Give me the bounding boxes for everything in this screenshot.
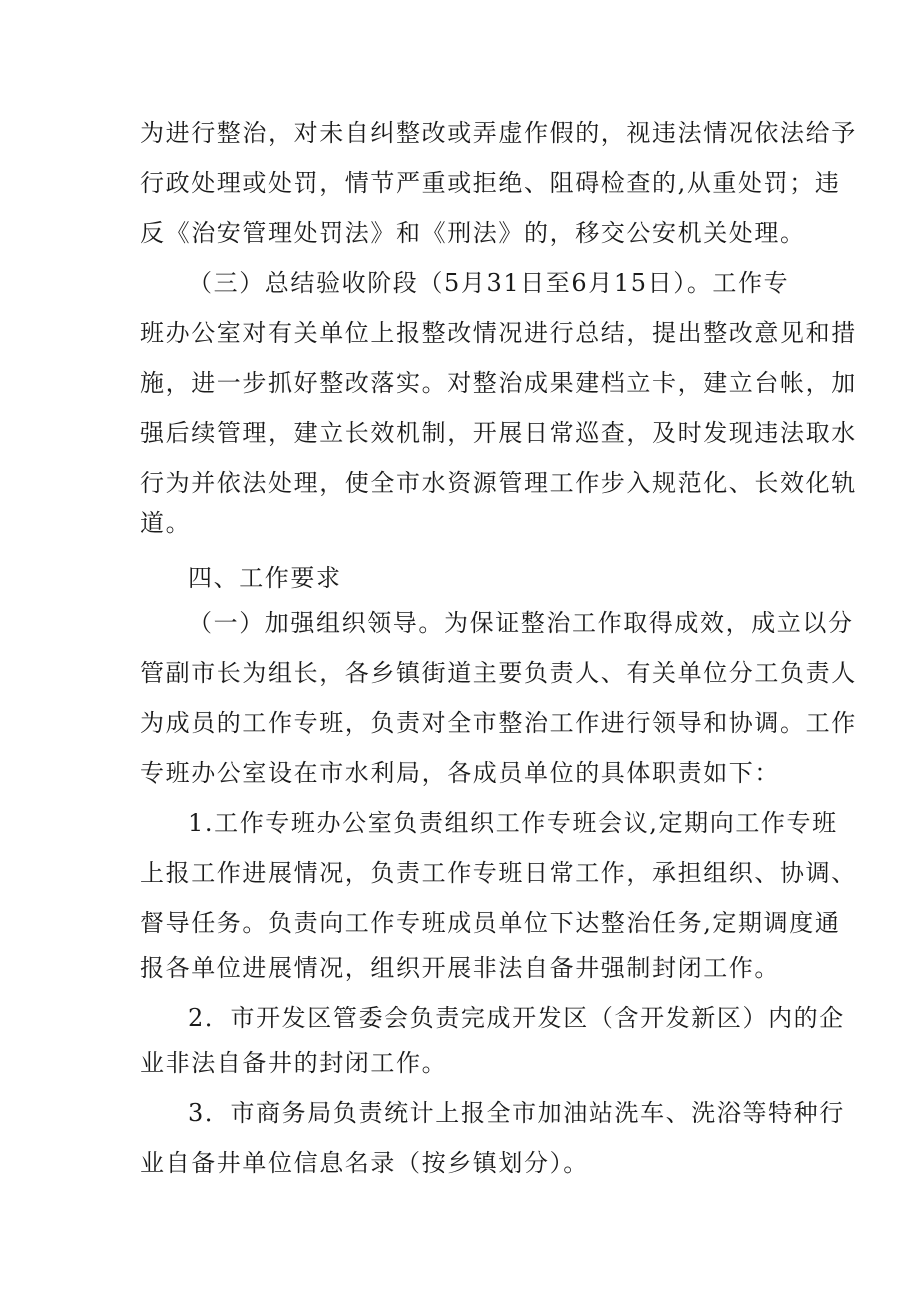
paragraph-line: 反《治安管理处罚法》和《刑法》的，移交公安机关处理。 [140, 219, 806, 247]
list-item-1: 1.工作专班办公室负责组织工作专班会议,定期向工作专班 [188, 809, 838, 837]
paragraph-line: 督导任务。负责向工作专班成员单位下达整治任务,定期调度通 [140, 909, 841, 937]
section-heading-work-requirements: 四、工作要求 [188, 564, 342, 592]
paragraph-line: 为成员的工作专班，负责对全市整治工作进行领导和协调。工作 [140, 709, 857, 737]
paragraph-line: 道。 [140, 509, 192, 537]
section-heading-summary-acceptance: （三）总结验收阶段（5月31日至6月15日）。工作专 [188, 269, 790, 297]
paragraph-line: 业非法自备井的封闭工作。 [140, 1049, 448, 1077]
paragraph-line: 业自备井单位信息名录（按乡镇划分）。 [140, 1149, 589, 1177]
paragraph-line: 强后续管理，建立长效机制，开展日常巡查，及时发现违法取水 [140, 419, 857, 447]
list-item-2: 2．市开发区管委会负责完成开发区（含开发新区）内的企 [188, 1004, 845, 1032]
paragraph-line: 班办公室对有关单位上报整改情况进行总结，提出整改意见和措 [140, 319, 857, 347]
paragraph-line: 施，进一步抓好整改落实。对整治成果建档立卡，建立台帐，加 [140, 369, 857, 397]
paragraph-line: 专班办公室设在市水利局，各成员单位的具体职责如下： [140, 759, 780, 787]
paragraph-line: 管副市长为组长，各乡镇街道主要负责人、有关单位分工负责人 [140, 659, 857, 687]
paragraph-line: 为进行整治，对未自纠整改或弄虚作假的，视违法情况依法给予 [140, 119, 857, 147]
section-heading-organization: （一）加强组织领导。为保证整治工作取得成效，成立以分 [188, 609, 854, 637]
paragraph-line: 报各单位进展情况，组织开展非法自备井强制封闭工作。 [140, 954, 780, 982]
list-item-3: 3．市商务局负责统计上报全市加油站洗车、洗浴等特种行 [188, 1099, 845, 1127]
paragraph-line: 行为并依法处理，使全市水资源管理工作步入规范化、长效化轨 [140, 469, 857, 497]
paragraph-line: 上报工作进展情况，负责工作专班日常工作，承担组织、协调、 [140, 859, 857, 887]
paragraph-line: 行政处理或处罚，情节严重或拒绝、阻碍检查的,从重处罚；违 [140, 169, 841, 197]
